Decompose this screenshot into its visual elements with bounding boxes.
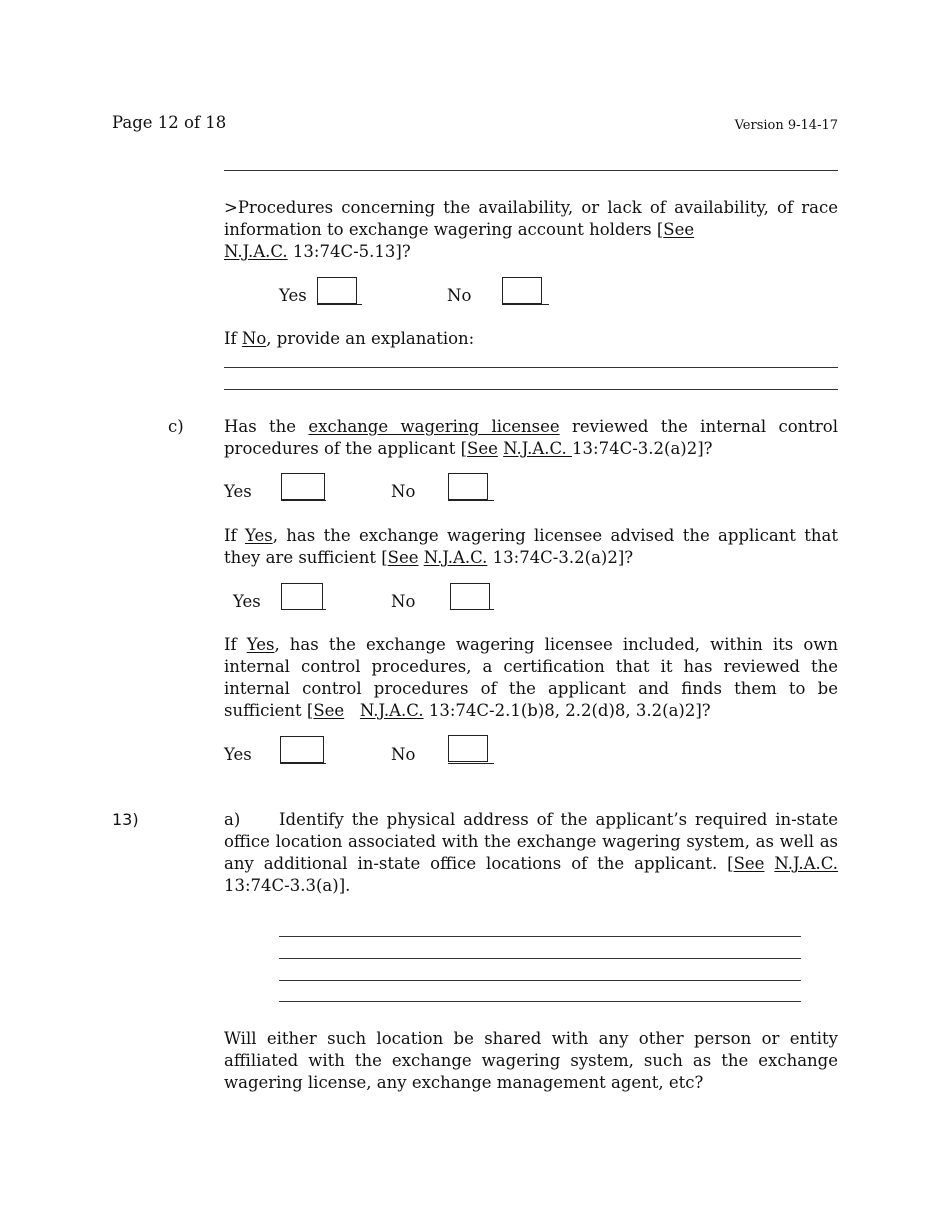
box-underline bbox=[281, 500, 326, 501]
box-underline bbox=[450, 609, 494, 610]
box-underline bbox=[502, 304, 549, 305]
explanation-line-1[interactable] bbox=[224, 367, 838, 368]
box-underline bbox=[281, 609, 326, 610]
box-underline bbox=[448, 763, 494, 764]
page-number: Page 12 of 18 bbox=[112, 113, 227, 132]
no-checkbox[interactable] bbox=[450, 583, 490, 610]
address-line-4[interactable] bbox=[279, 1001, 801, 1002]
no-checkbox[interactable] bbox=[448, 473, 488, 500]
sufficiency-question: If Yes, has the exchange wagering licensee advised the applicant that they are sufficient [See N.J.A.C. 13:74C-3.2(a)2]? bbox=[224, 526, 838, 567]
item-13-number: 13) bbox=[112, 810, 139, 829]
if-no-explanation-label: If No, provide an explanation: bbox=[224, 329, 475, 348]
box-underline bbox=[448, 500, 494, 501]
item-c-marker: c) bbox=[168, 417, 184, 436]
box-underline bbox=[280, 763, 326, 764]
yes-label: Yes bbox=[224, 482, 252, 501]
yes-label: Yes bbox=[224, 745, 252, 764]
shared-location-question: Will either such location be shared with any other person or entity affiliated with the exchange wagering system, such as the exchange wagering license, any exchange management agent, etc? bbox=[224, 1029, 838, 1092]
address-line-3[interactable] bbox=[279, 980, 801, 981]
box-underline bbox=[317, 304, 362, 305]
yes-checkbox[interactable] bbox=[280, 736, 324, 763]
no-label: No bbox=[391, 482, 416, 501]
no-checkbox[interactable] bbox=[448, 735, 488, 762]
race-info-question: >Procedures concerning the availability, or lack of availability, of race information to exchange wagering account holders [See N.J.A.C. 13:74C-5.13]? bbox=[224, 198, 838, 261]
yes-checkbox[interactable] bbox=[281, 583, 323, 610]
yes-label: Yes bbox=[233, 592, 261, 611]
certification-question: If Yes, has the exchange wagering licensee included, within its own internal control procedures, a certification that it has reviewed the internal control procedures of the applicant and finds them to be sufficient [See N.J.A.C. 13:74C-2.1(b)8, 2.2(d)8, 3.2(a)2]? bbox=[224, 635, 839, 720]
yes-checkbox[interactable] bbox=[281, 473, 325, 500]
no-label: No bbox=[391, 745, 416, 764]
explanation-line-2[interactable] bbox=[224, 389, 838, 390]
office-location-question: Identify the physical address of the applicant’s required in-state office location associated with the exchange wagering system, as well as any additional in-state office locations of the applicant. [See N.J.A.C. 13:74C-3.3(a)]. bbox=[224, 810, 839, 895]
address-line-2[interactable] bbox=[279, 958, 801, 959]
address-line-1[interactable] bbox=[279, 936, 801, 937]
version-label: Version 9-14-17 bbox=[734, 118, 838, 133]
no-label: No bbox=[391, 592, 416, 611]
yes-label: Yes bbox=[279, 286, 307, 305]
separator-line bbox=[224, 170, 838, 171]
licensee-review-question: Has the exchange wagering licensee reviewed the internal control procedures of the applicant [See N.J.A.C. 13:74C-3.2(a)2]? bbox=[224, 417, 838, 458]
no-checkbox[interactable] bbox=[502, 277, 542, 304]
no-label: No bbox=[447, 286, 472, 305]
item-13a-marker: a) bbox=[224, 810, 241, 829]
yes-checkbox[interactable] bbox=[317, 277, 357, 304]
